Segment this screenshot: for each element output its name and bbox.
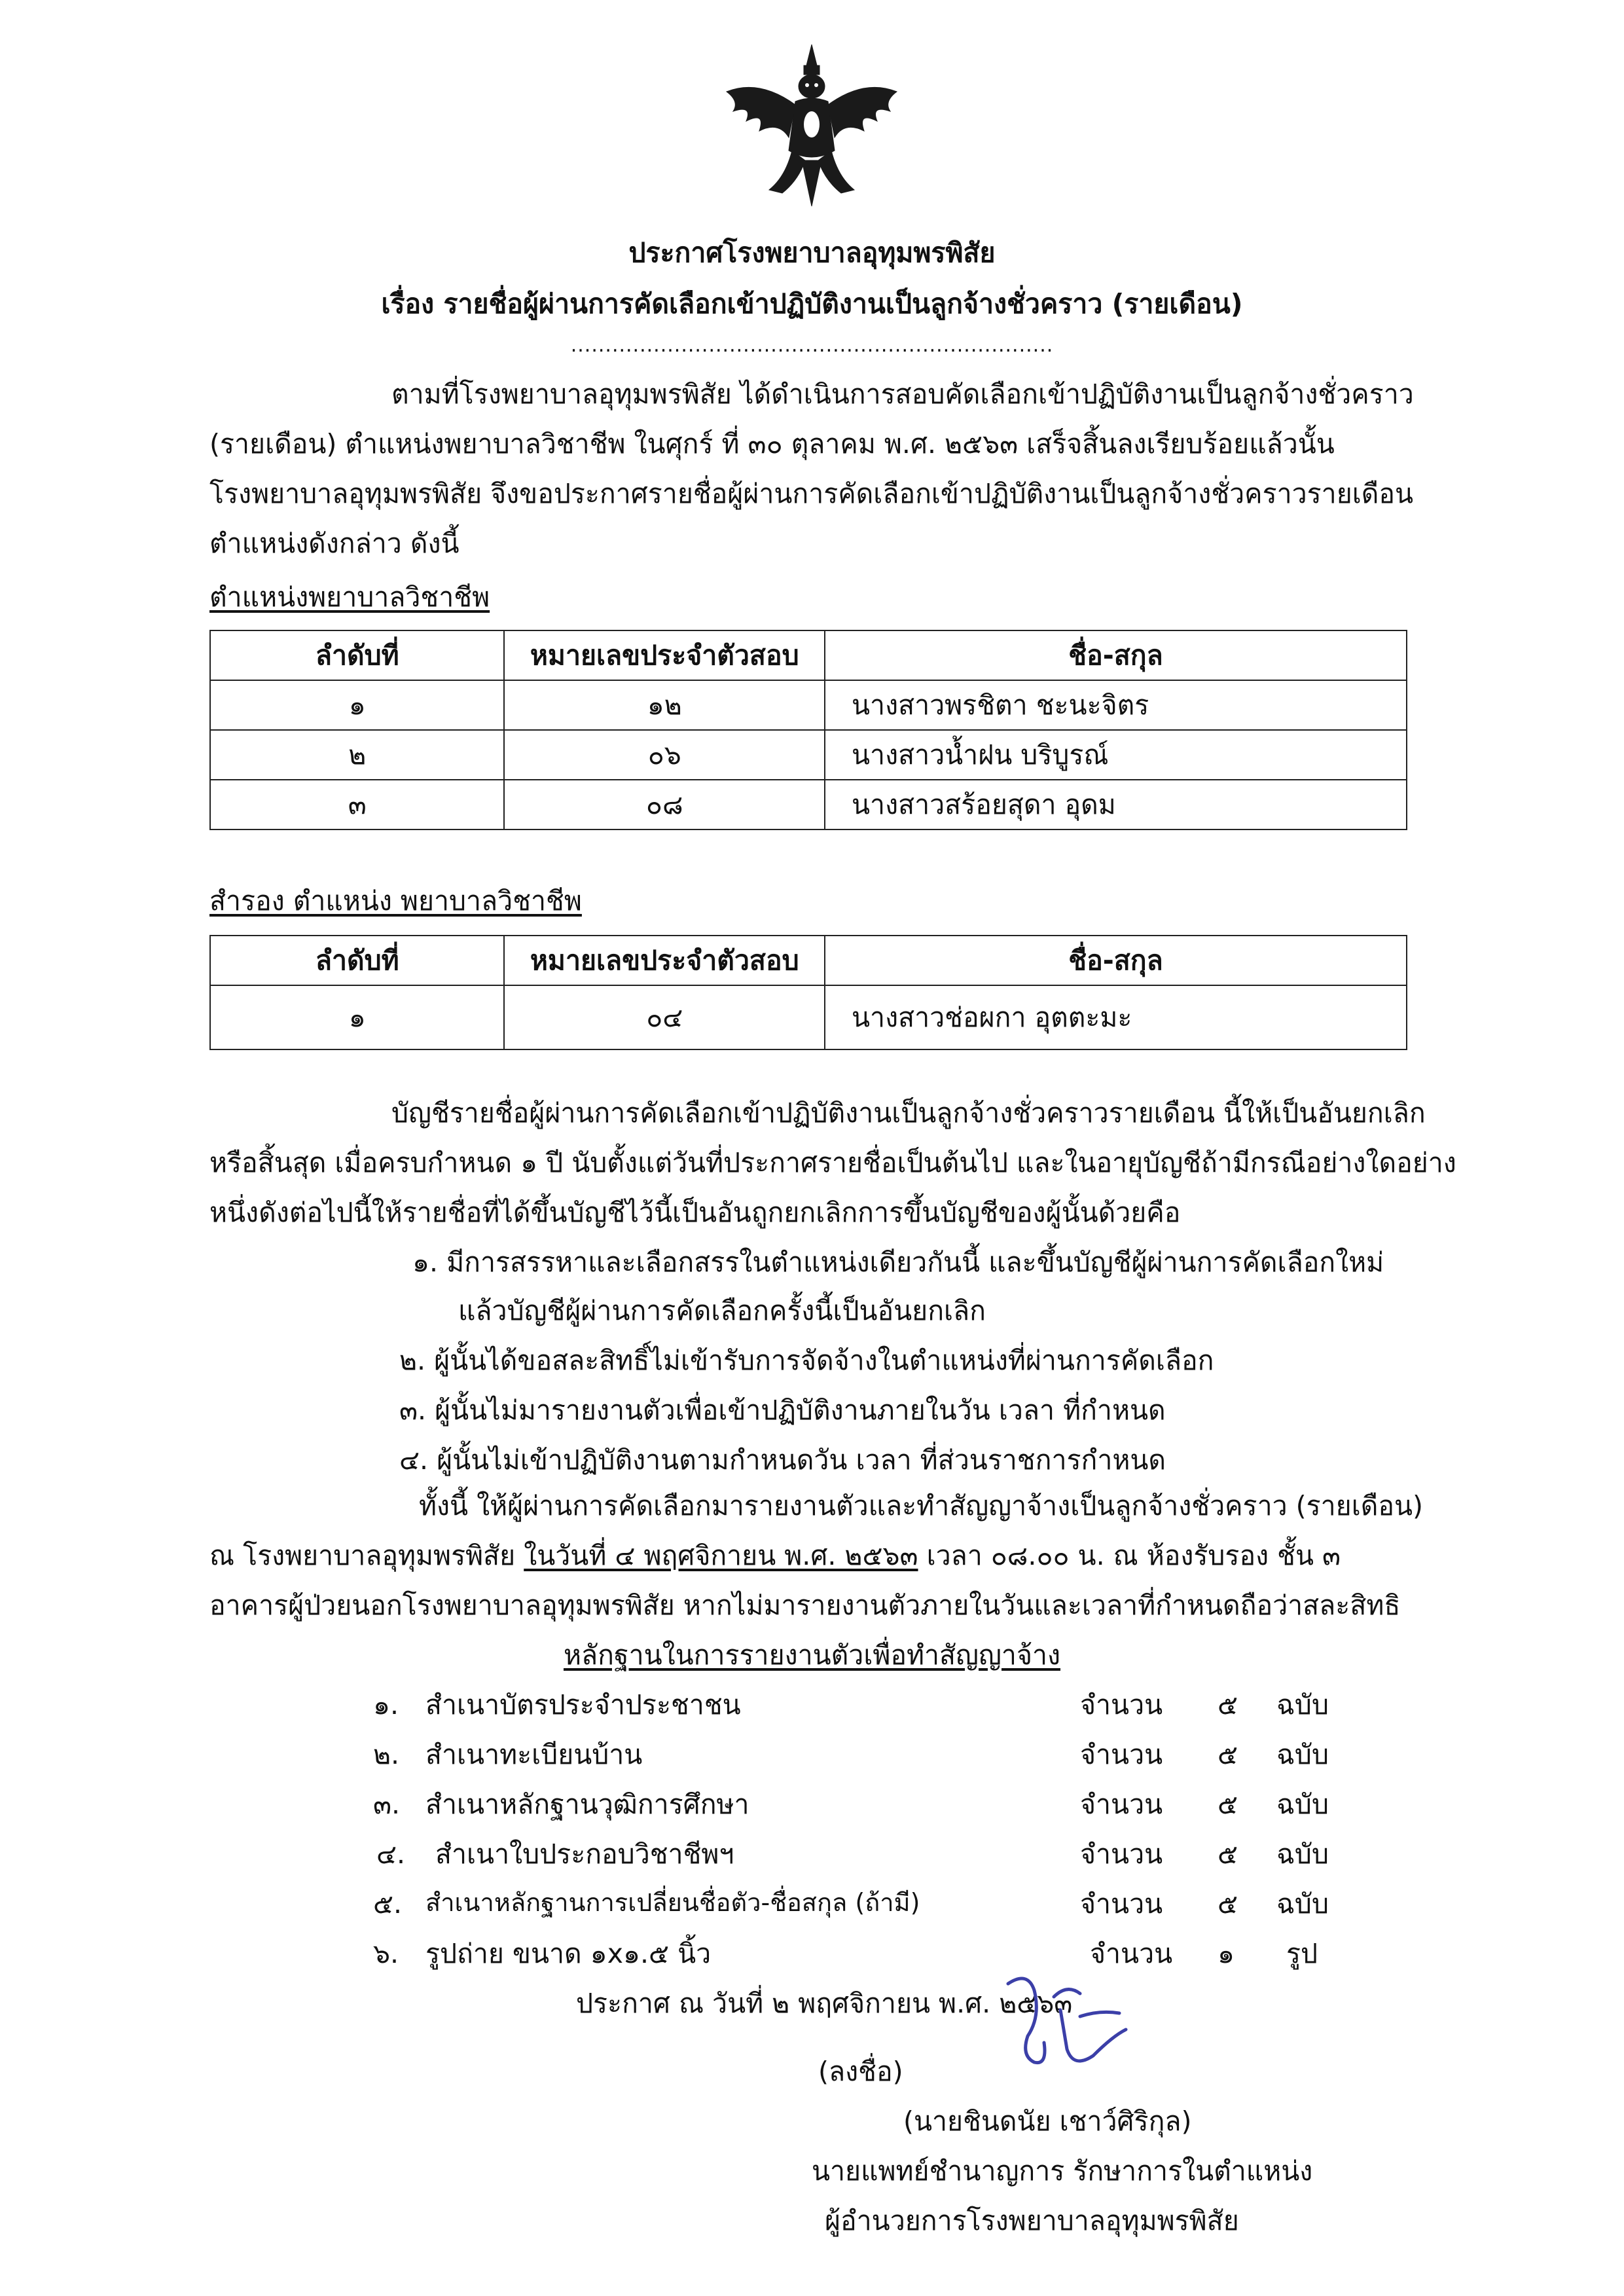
row-order: ๓ [210,780,504,829]
document-qty-label: จำนวน [1080,1789,1163,1820]
validity-line-1: บัญชีรายชื่อผู้ผ่านการคัดเลือกเข้าปฏิบัติงานเป็นลูกจ้างชั่วคราวรายเดือน นี้ให้เป็นอันยกเลิก [391,1097,1426,1129]
row-exam-id: ๑๒ [504,680,825,730]
table-row [210,780,1407,829]
document-qty: ๕ [1218,1739,1238,1770]
table-row [210,680,1407,730]
row-name: นางสาวช่อผกา อุตตะมะ [825,985,1407,1049]
row-order: ๑ [210,680,504,730]
header-separator: ...................................................................... [570,334,1054,357]
document-no: ๓. [373,1789,401,1820]
row-order: ๑ [210,985,504,1049]
col-order-header: ลำดับที่ [210,936,504,985]
document-qty: ๕ [1218,1689,1238,1721]
col-order-header: ลำดับที่ [210,630,504,680]
signer-position-2: ผู้อำนวยการโรงพยาบาลอุทุมพรพิสัย [825,2205,1239,2236]
validity-item-3: ๓. ผู้นั้นไม่มารายงานตัวเพื่อเข้าปฏิบัติงานภายในวัน เวลา ที่กำหนด [399,1394,1166,1426]
document-qty: ๕ [1218,1789,1238,1820]
document-unit: ฉบับ [1276,1689,1329,1721]
signer-position-1: นายแพทย์ชำนาญการ รักษาการในตำแหน่ง [812,2155,1313,2187]
report-line-3: อาคารผู้ป่วยนอกโรงพยาบาลอุทุมพรพิสัย หากไม่มารายงานตัวภายในวันและเวลาที่กำหนดถือว่าสละสิทธิ [209,1590,1401,1621]
documents-heading: หลักฐานในการรายงานตัวเพื่อทำสัญญาจ้าง [563,1639,1061,1671]
document-no: ๑. [373,1689,399,1721]
intro-line-4: ตำแหน่งดังกล่าว ดังนี้ [209,528,460,559]
main-candidates-table [209,630,1407,830]
document-name: สำเนาหลักฐานการเปลี่ยนชื่อตัว-ชื่อสกุล (ถ้ามี) [425,1888,920,1917]
col-exam-id-header: หมายเลขประจำตัวสอบ [504,936,825,985]
announcement-title: ประกาศโรงพยาบาลอุทุมพรพิสัย [628,237,996,268]
announcement-subject: เรื่อง รายชื่อผู้ผ่านการคัดเลือกเข้าปฏิบัติงานเป็นลูกจ้างชั่วคราว (รายเดือน) [381,288,1243,319]
row-exam-id: ๐๖ [504,730,825,780]
validity-item-4: ๔. ผู้นั้นไม่เข้าปฏิบัติงานตามกำหนดวัน เวลา ที่ส่วนราชการกำหนด [399,1444,1166,1476]
intro-line-1: ตามที่โรงพยาบาลอุทุมพรพิสัย ได้ดำเนินการสอบคัดเลือกเข้าปฏิบัติงานเป็นลูกจ้างชั่วคราว [391,378,1414,410]
report-date: ในวันที่ ๔ พฤศจิกายน พ.ศ. ๒๕๖๓ [524,1540,918,1571]
garuda-emblem [713,39,910,216]
validity-line-2: หรือสิ้นสุด เมื่อครบกำหนด ๑ ปี นับตั้งแต่วันที่ประกาศรายชื่อเป็นต้นไป และในอายุบัญชีถ้ามีกรณีอย่างใดอย่าง [209,1147,1456,1178]
table-header-row [210,630,1407,680]
table-header-row [210,936,1407,985]
main-table-heading: ตำแหน่งพยาบาลวิชาชีพ [209,581,490,613]
document-qty: ๕ [1218,1838,1238,1870]
report-line-1: ทั้งนี้ ให้ผู้ผ่านการคัดเลือกมารายงานตัวและทำสัญญาจ้างเป็นลูกจ้างชั่วคราว (รายเดือน) [419,1490,1423,1522]
signer-name: (นายชินดนัย เชาว์ศิริกุล) [903,2105,1192,2137]
document-qty-label: จำนวน [1090,1938,1173,1969]
report-location: ณ โรงพยาบาลอุทุมพรพิสัย [209,1540,524,1571]
col-exam-id-header: หมายเลขประจำตัวสอบ [504,630,825,680]
handwritten-signature [982,1971,1152,2082]
sign-label: (ลงชื่อ) [818,2056,903,2087]
document-name: สำเนาทะเบียนบ้าน [425,1739,643,1770]
reserve-table-heading: สำรอง ตำแหน่ง พยาบาลวิชาชีพ [209,885,582,917]
document-no: ๒. [373,1739,400,1770]
validity-item-1a: ๑. มีการสรรหาและเลือกสรรในตำแหน่งเดียวกันนี้ และขึ้นบัญชีผู้ผ่านการคัดเลือกใหม่ [412,1247,1384,1278]
col-name-header: ชื่อ-สกุล [825,630,1407,680]
table-row [210,730,1407,780]
validity-item-2: ๒. ผู้นั้นได้ขอสละสิทธิ์ไม่เข้ารับการจัดจ้างในตำแหน่งที่ผ่านการคัดเลือก [399,1345,1214,1376]
document-no: ๕. [373,1888,403,1920]
table-row [210,985,1407,1049]
row-order: ๒ [210,730,504,780]
document-unit: ฉบับ [1276,1838,1329,1870]
reserve-candidates-table [209,935,1407,1050]
document-qty-label: จำนวน [1080,1739,1163,1770]
document-qty-label: จำนวน [1080,1689,1163,1721]
document-name: รูปถ่าย ขนาด ๑x๑.๕ นิ้ว [425,1938,712,1969]
document-name: สำเนาหลักฐานวุฒิการศึกษา [425,1789,749,1820]
validity-line-3: หนึ่งดังต่อไปนี้ให้รายชื่อที่ได้ขึ้นบัญชีไว้นี้เป็นอันถูกยกเลิกการขึ้นบัญชีของผู้นั้นด้วยคือ [209,1197,1181,1228]
document-unit: ฉบับ [1276,1789,1329,1820]
document-qty: ๑ [1218,1938,1235,1969]
col-name-header: ชื่อ-สกุล [825,936,1407,985]
report-line-2 [209,1540,1341,1572]
row-name: นางสาวสร้อยสุดา อุดม [825,780,1407,829]
intro-line-3: โรงพยาบาลอุทุมพรพิสัย จึงขอประกาศรายชื่อผู้ผ่านการคัดเลือกเข้าปฏิบัติงานเป็นลูกจ้างชั่วคราวรายเดือน [209,478,1414,509]
document-name: สำเนาใบประกอบวิชาชีพฯ [435,1838,734,1870]
report-time-place: เวลา ๐๘.๐๐ น. ณ ห้องรับรอง ชั้น ๓ [918,1540,1341,1571]
document-qty-label: จำนวน [1080,1838,1163,1870]
document-name: สำเนาบัตรประจำประชาชน [425,1689,741,1721]
document-qty: ๕ [1218,1888,1238,1920]
intro-line-2: (รายเดือน) ตำแหน่งพยาบาลวิชาชีพ ในศุกร์ ที่ ๓๐ ตุลาคม พ.ศ. ๒๕๖๓ เสร็จสิ้นลงเรียบร้อยแล้วนั้น [209,428,1335,460]
document-unit: รูป [1286,1938,1318,1969]
document-no: ๖. [373,1938,399,1969]
row-name: นางสาวพรชิตา ชะนะจิตร [825,680,1407,730]
document-unit: ฉบับ [1276,1739,1329,1770]
row-exam-id: ๐๘ [504,780,825,829]
document-unit: ฉบับ [1276,1888,1329,1920]
announce-date: ประกาศ ณ วันที่ ๒ พฤศจิกายน พ.ศ. ๒๕๖๓ [576,1988,1073,2019]
row-exam-id: ๐๔ [504,985,825,1049]
document-no: ๔. [376,1838,406,1870]
row-name: นางสาวน้ำฝน บริบูรณ์ [825,730,1407,780]
document-qty-label: จำนวน [1080,1888,1163,1920]
validity-item-1b: แล้วบัญชีผู้ผ่านการคัดเลือกครั้งนี้เป็นอันยกเลิก [458,1295,986,1326]
